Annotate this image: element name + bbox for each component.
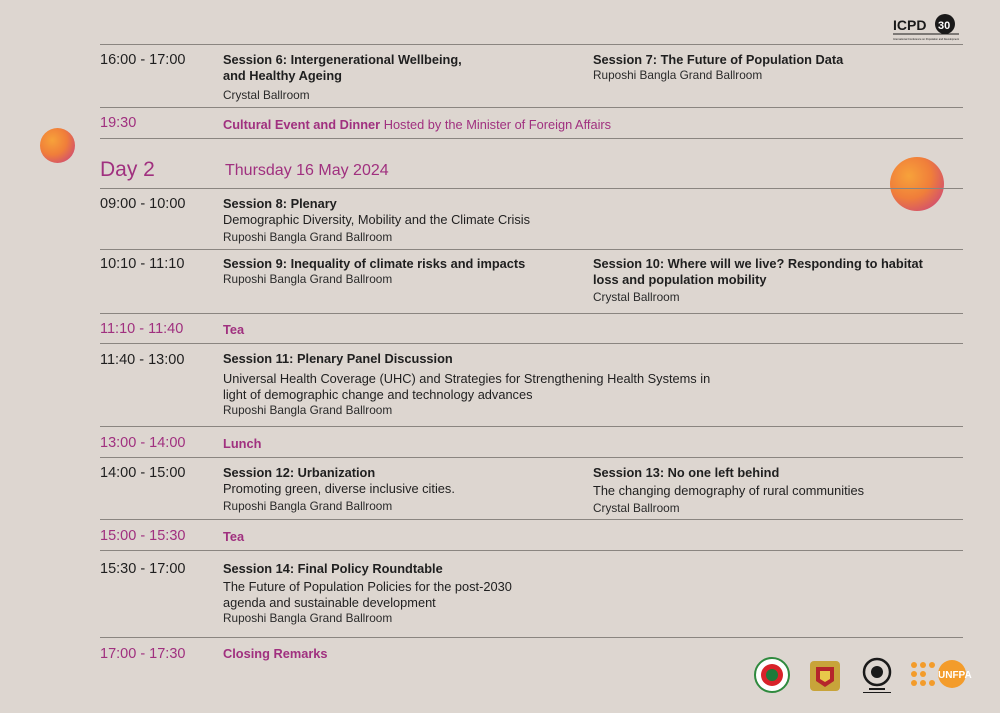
day-date: Thursday 16 May 2024 — [225, 162, 389, 179]
unfpa-text: UNFPA — [938, 670, 972, 681]
session-room: Crystal Ballroom — [223, 88, 310, 102]
time-slot: 19:30 — [100, 115, 137, 131]
session-title: Session 12: Urbanization — [223, 465, 376, 480]
break-title: Tea — [223, 322, 245, 337]
session-11 — [223, 351, 763, 418]
time-slot: 10:10 - 11:10 — [100, 256, 185, 272]
bangladesh-emblem-icon — [755, 658, 789, 692]
divider — [100, 550, 963, 551]
session-room: Ruposhi Bangla Grand Ballroom — [223, 611, 393, 625]
session-title: Session 8: Plenary — [223, 196, 337, 211]
session-title: Session 10: Where will we live? Responding to habitat — [593, 256, 923, 271]
divider — [100, 313, 963, 314]
session-title-cont: and Healthy Ageing — [223, 68, 342, 83]
break-title: Tea — [223, 529, 245, 544]
session-title-cont: loss and population mobility — [593, 272, 767, 287]
divider — [100, 637, 963, 638]
session-room: Ruposhi Bangla Grand Ballroom — [223, 230, 393, 244]
time-slot: 16:00 - 17:00 — [100, 52, 186, 68]
bulgaria-coat-of-arms-icon — [810, 661, 840, 691]
decorative-orb — [890, 157, 944, 211]
logo-text: ICPD — [893, 17, 927, 33]
session-9 — [223, 256, 583, 287]
logo-subtext: International Conference on Population and Development — [893, 38, 960, 41]
time-slot: 11:40 - 13:00 — [100, 352, 185, 368]
session-subtitle: The changing demography of rural communities — [593, 483, 865, 498]
session-title: Session 14: Final Policy Roundtable — [223, 561, 443, 576]
session-12 — [223, 465, 583, 514]
session-room: Ruposhi Bangla Grand Ballroom — [223, 403, 393, 417]
session-room: Crystal Ballroom — [593, 290, 680, 304]
divider — [100, 138, 963, 139]
divider — [100, 107, 963, 108]
divider — [100, 343, 963, 344]
session-8 — [223, 196, 763, 245]
session-subtitle: The Future of Population Policies for the post-2030 — [223, 579, 512, 594]
session-14 — [223, 561, 763, 626]
japan-mofa-icon — [863, 659, 891, 693]
divider — [100, 44, 963, 45]
time-slot: 15:00 - 15:30 — [100, 528, 186, 544]
session-title: Session 7: The Future of Population Data — [593, 52, 844, 67]
time-slot: 15:30 - 17:00 — [100, 561, 186, 577]
session-title: Session 11: Plenary Panel Discussion — [223, 351, 453, 366]
event-detail: Hosted by the Minister of Foreign Affairs — [380, 117, 612, 132]
session-room: Ruposhi Bangla Grand Ballroom — [593, 68, 763, 82]
unfpa-logo-icon — [911, 660, 972, 688]
partner-logos — [752, 655, 972, 697]
divider — [100, 426, 963, 427]
session-title: Session 6: Intergenerational Wellbeing, — [223, 52, 462, 67]
session-subtitle: Demographic Diversity, Mobility and the Climate Crisis — [223, 212, 530, 227]
time-slot: 11:10 - 11:40 — [100, 321, 184, 337]
time-slot: 14:00 - 15:00 — [100, 465, 186, 481]
session-10 — [593, 256, 938, 305]
event-title: Cultural Event and Dinner — [223, 117, 381, 132]
session-title: Session 13: No one left behind — [593, 465, 780, 480]
session-subtitle: Promoting green, diverse inclusive cities. — [223, 481, 455, 496]
session-room: Crystal Ballroom — [593, 501, 680, 515]
time-slot: 17:00 - 17:30 — [100, 646, 186, 662]
session-title: Session 9: Inequality of climate risks and impacts — [223, 256, 526, 271]
day-label: Day 2 — [100, 158, 155, 181]
session-room: Ruposhi Bangla Grand Ballroom — [223, 499, 393, 513]
decorative-orb — [40, 128, 75, 163]
time-slot: 13:00 - 14:00 — [100, 435, 186, 451]
cultural-event — [223, 116, 823, 134]
session-subtitle-cont: light of demographic change and technology advances — [223, 387, 533, 402]
divider — [100, 249, 963, 250]
break-title: Lunch — [223, 436, 262, 451]
session-subtitle: Universal Health Coverage (UHC) and Strategies for Strengthening Health Systems in — [223, 371, 711, 386]
logo-number: 30 — [938, 20, 951, 32]
session-13 — [593, 465, 938, 516]
divider — [100, 188, 963, 189]
session-7 — [593, 52, 938, 83]
divider — [100, 519, 963, 520]
icpd30-logo — [893, 14, 961, 42]
time-slot: 09:00 - 10:00 — [100, 196, 186, 212]
session-subtitle-cont: agenda and sustainable development — [223, 595, 436, 610]
closing-title: Closing Remarks — [223, 646, 328, 661]
divider — [100, 457, 963, 458]
session-room: Ruposhi Bangla Grand Ballroom — [223, 272, 393, 286]
